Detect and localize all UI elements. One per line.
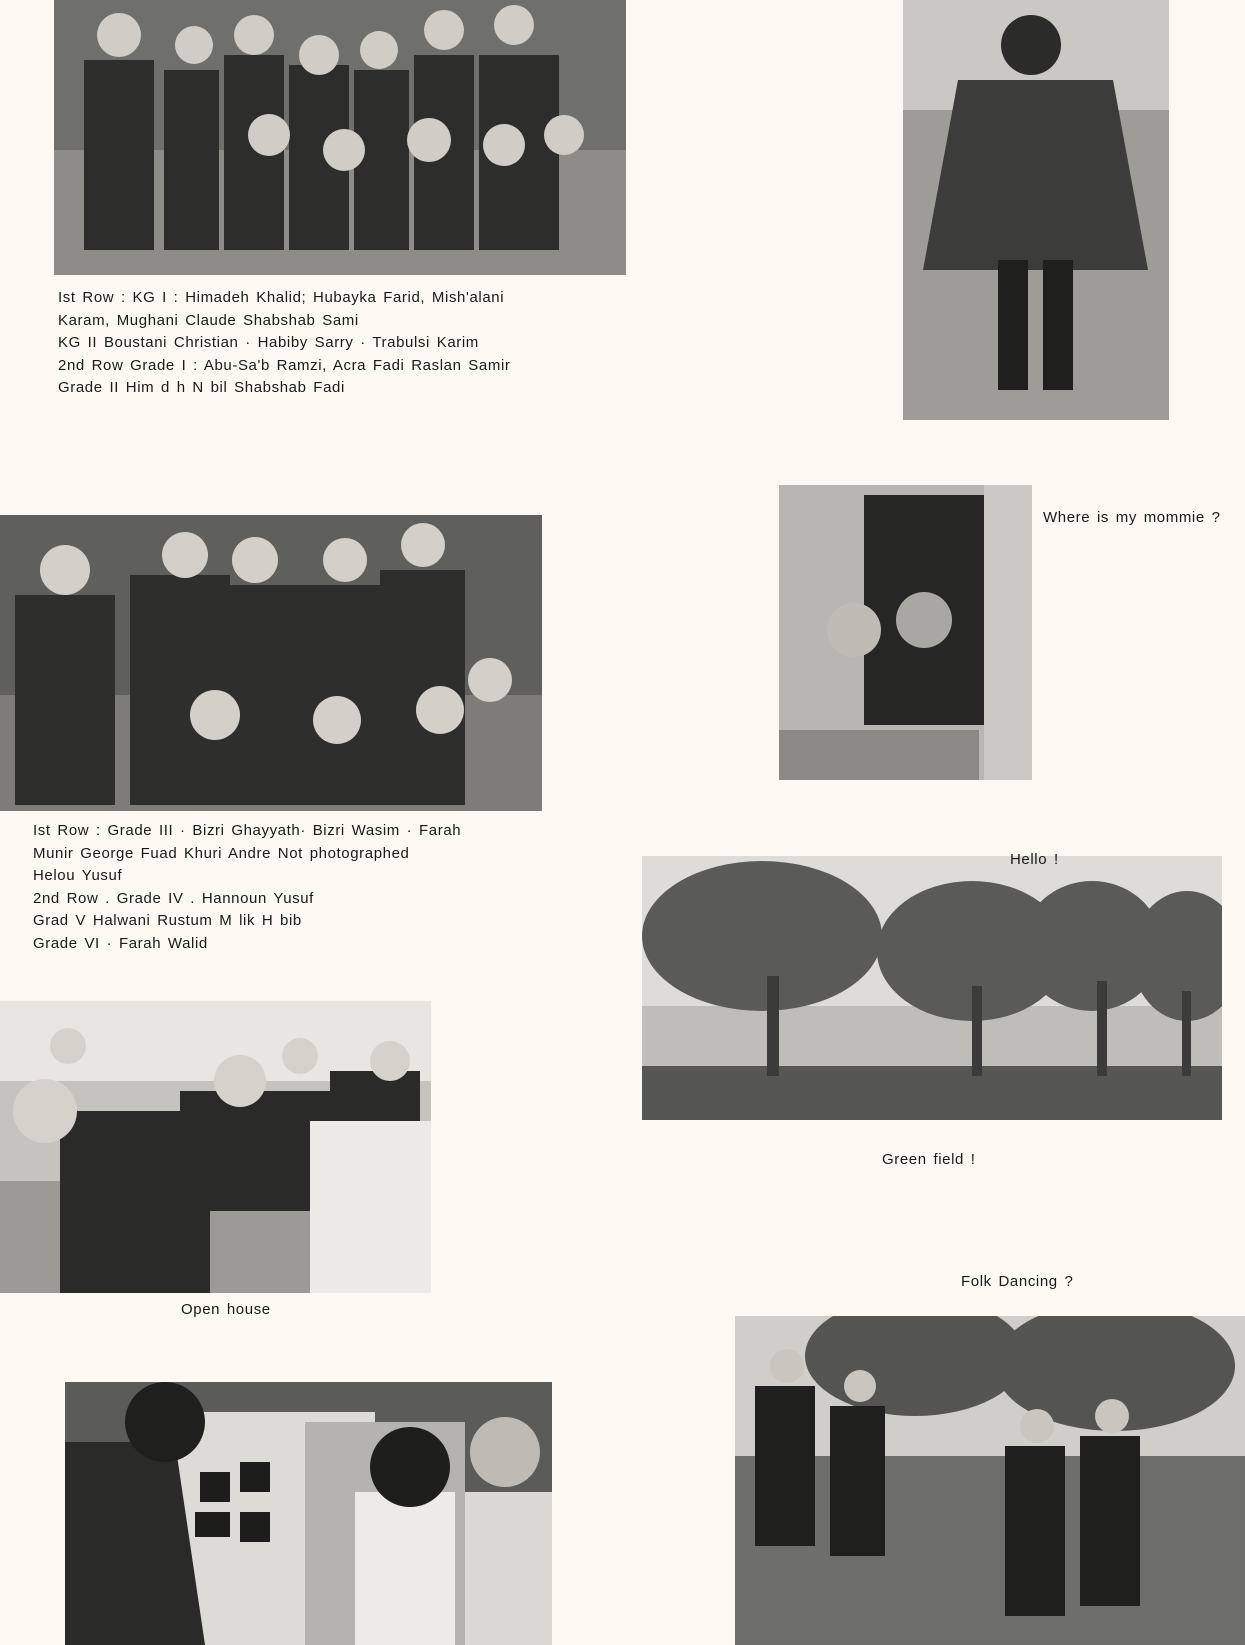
photo-school-field-trees [642, 856, 1222, 1120]
caption-line: Helou Yusuf [33, 867, 123, 884]
caption-line: Grad V Halwani Rustum M lik H bib [33, 912, 302, 929]
caption-line: Grade VI · Farah Walid [33, 934, 208, 952]
caption-line: KG II Boustani Christian · Habiby Sarry · Trabulsi Karim [58, 334, 479, 351]
caption-hello: Hello ! [1010, 851, 1059, 868]
photo-boys-in-window [779, 485, 1032, 780]
caption-line: 2nd Row Grade I : Abu-Sa'b Ramzi, Acra Fadi Raslan Samir [58, 356, 511, 374]
caption-line: Ist Row : KG I : Himadeh Khalid; Hubayka Farid, Mish'alani [58, 289, 505, 306]
caption-line: 2nd Row . Grade IV . Hannoun Yusuf [33, 889, 314, 907]
caption-where-is-my-mommie: Where is my mommie ? [1043, 509, 1221, 526]
caption-group-grade-3-6 [33, 820, 461, 955]
photo-group-grade-3-6 [0, 515, 542, 811]
photo-teachers-display-board [65, 1382, 552, 1645]
photo-folk-dancing [735, 1316, 1245, 1645]
caption-line: Grade II Him d h N bil Shabshab Fadi [58, 379, 345, 396]
caption-line: Munir George Fuad Khuri Andre Not photographed [33, 844, 410, 862]
caption-line: Karam, Mughani Claude Shabshab Sami [58, 311, 359, 329]
caption-green-field: Green field ! [882, 1151, 976, 1168]
caption-line: Ist Row : Grade III · Bizri Ghayyath· Bizri Wasim · Farah [33, 822, 462, 839]
photo-open-house-meeting [0, 1001, 431, 1293]
photo-boy-in-coat [903, 0, 1169, 420]
caption-open-house: Open house [181, 1301, 271, 1318]
caption-group-kg-grade-1-2 [58, 287, 510, 400]
photo-group-kg-grade-1-2 [54, 0, 626, 275]
caption-folk-dancing: Folk Dancing ? [961, 1273, 1074, 1290]
